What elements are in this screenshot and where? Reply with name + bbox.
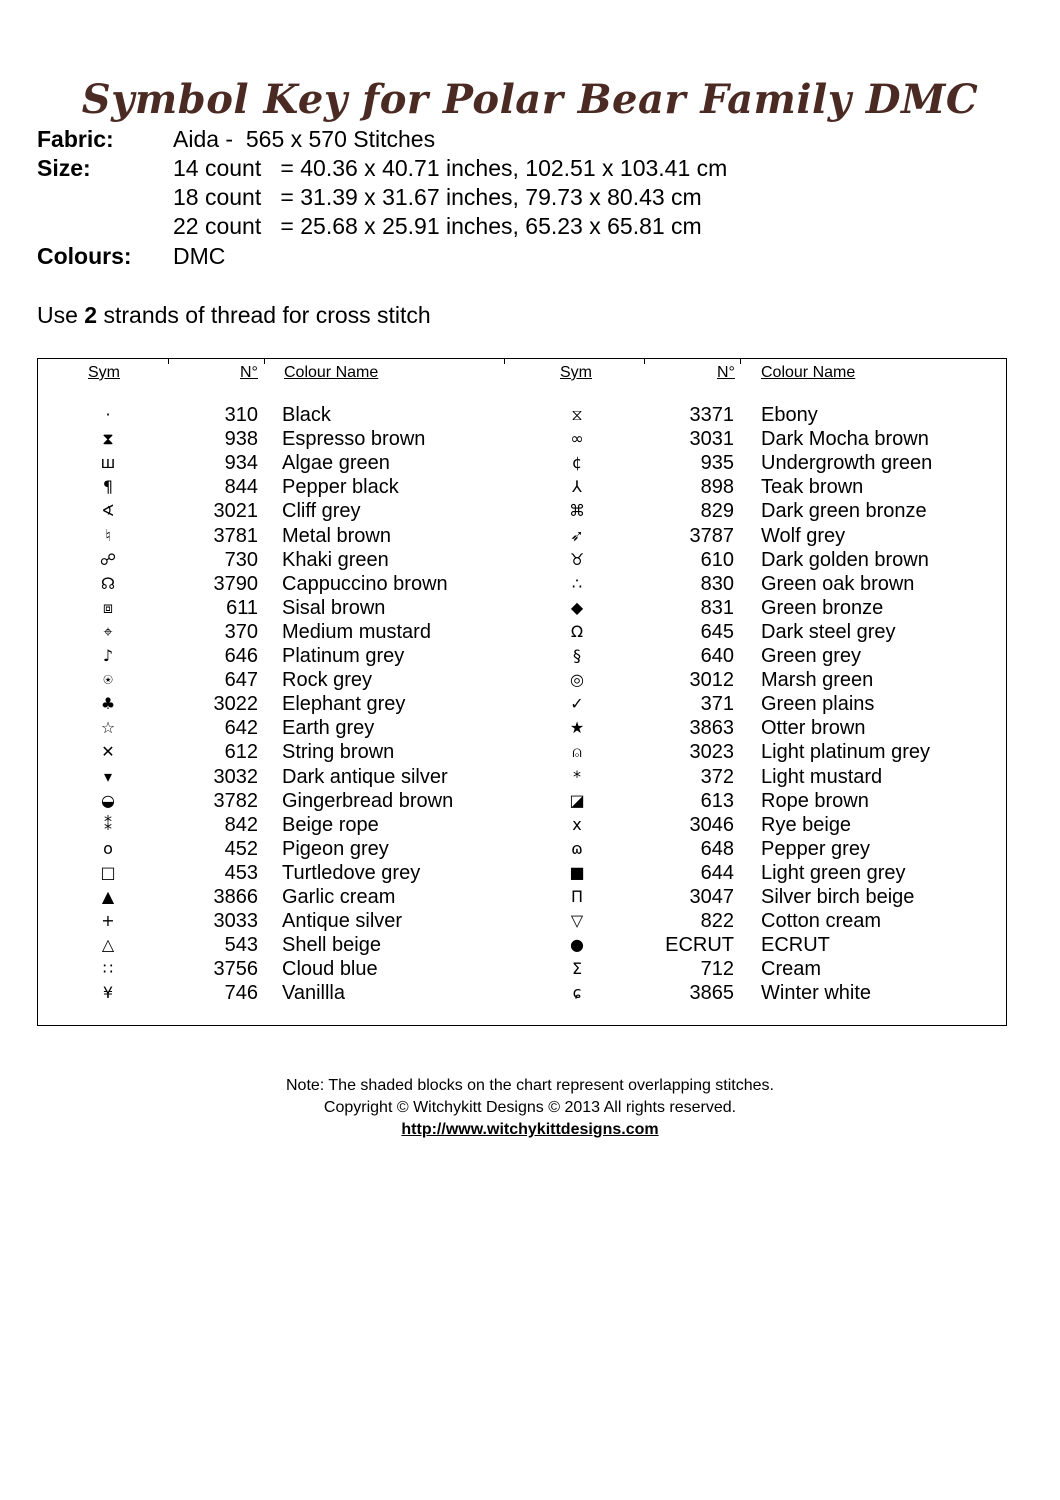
page-title: Symbol Key for Polar Bear Family DMC [81, 76, 979, 123]
colour-name: Light green grey [761, 861, 906, 884]
dmc-number: 830 [700, 572, 734, 595]
colour-name: Pigeon grey [282, 837, 389, 860]
dmc-number: 453 [224, 861, 258, 884]
fabric-label: Fabric: [37, 126, 114, 152]
symbol-icon: ◪ [569, 790, 585, 810]
colour-name: Cappuccino brown [282, 572, 448, 595]
symbol-icon: ɕ [572, 983, 582, 1003]
colour-name: Algae green [282, 452, 390, 475]
dmc-number: 3866 [213, 886, 258, 908]
symbol-icon: x [572, 814, 582, 834]
column-divider [504, 358, 505, 364]
header-num-left: N° [240, 364, 258, 381]
symbol-icon: ☆ [100, 718, 116, 738]
symbol-icon: ✓ [570, 694, 584, 714]
symbol-icon: Π [570, 887, 584, 906]
symbol-icon: ⌘ [569, 501, 585, 521]
dmc-number: 3032 [213, 765, 258, 788]
symbol-icon: ♮ [105, 525, 111, 545]
colour-name: Cliff grey [282, 500, 361, 523]
instruction-suffix: strands of thread for cross stitch [97, 302, 431, 328]
symbol-icon: ∷ [102, 959, 114, 979]
strand-count: 2 [84, 302, 98, 328]
dmc-number: 613 [700, 789, 734, 812]
size-line-22-count: 22 count = 25.68 x 25.91 inches, 65.23 x 65.81 cm [173, 213, 702, 239]
colour-name: Rope brown [761, 789, 869, 812]
symbol-icon: ◒ [101, 790, 115, 810]
symbol-icon: □ [100, 862, 116, 882]
dmc-number: 645 [700, 620, 734, 643]
dmc-number: 3781 [213, 524, 258, 547]
dmc-number: 3787 [689, 524, 734, 547]
colour-name: Dark golden brown [761, 548, 929, 571]
colour-name: Black [282, 404, 331, 426]
dmc-number: 935 [700, 452, 734, 475]
symbol-icon: ⧈ [102, 597, 114, 617]
colour-name: String brown [282, 741, 395, 764]
symbol-icon: ⧖ [571, 405, 583, 424]
size-line-18-count: 18 count = 31.39 x 31.67 inches, 79.73 x 80.43 cm [173, 184, 702, 210]
dmc-number: 543 [224, 934, 258, 957]
colour-name: Sisal brown [282, 596, 386, 619]
symbol-icon: § [573, 646, 581, 665]
colour-name: Antique silver [282, 910, 403, 933]
colour-name: Dark steel grey [761, 620, 896, 643]
symbol-icon: ☍ [99, 549, 117, 569]
colour-name: Shell beige [282, 934, 381, 957]
symbol-icon: ▽ [570, 911, 584, 931]
column-divider [168, 358, 169, 364]
symbol-icon: · [105, 405, 111, 424]
symbol-icon: ɷ [571, 838, 583, 858]
symbol-icon: ♣ [100, 694, 116, 714]
copyright-text: Copyright © Witchykitt Designs © 2013 All rights reserved. [323, 1099, 737, 1116]
colour-name: ECRUT [761, 934, 830, 957]
dmc-number: 646 [224, 645, 258, 667]
dmc-number: 3012 [689, 669, 734, 692]
symbol-icon: ⁑ [104, 814, 112, 834]
colour-name: Rock grey [282, 669, 373, 692]
symbol-icon: ★ [569, 718, 585, 738]
header-num-right: N° [717, 364, 735, 381]
dmc-number: 372 [700, 765, 734, 788]
dmc-number: 842 [224, 813, 258, 836]
dmc-number: 898 [700, 476, 734, 499]
colour-name: Garlic cream [282, 886, 396, 908]
colour-name: Light platinum grey [761, 741, 930, 764]
colour-name: Green bronze [761, 596, 884, 619]
symbol-icon: ▾ [103, 766, 113, 786]
colour-name: Earth grey [282, 717, 375, 740]
symbol-icon: ✕ [101, 742, 115, 762]
header-name-left: Colour Name [284, 364, 379, 381]
colour-name: Platinum grey [282, 645, 405, 667]
colour-name: Espresso brown [282, 428, 426, 451]
dmc-number: 831 [700, 596, 734, 619]
dmc-number: 3756 [213, 958, 258, 981]
website-link[interactable]: http://www.witchykittdesigns.com [401, 1121, 659, 1138]
dmc-number: 3790 [213, 572, 258, 595]
colour-name: Khaki green [282, 548, 389, 571]
header-name-right: Colour Name [761, 364, 856, 381]
dmc-number: 3023 [689, 741, 734, 764]
symbol-icon: ▲ [101, 887, 115, 906]
colours-value: DMC [173, 243, 226, 269]
symbol-icon: + [101, 911, 115, 931]
strand-instruction [37, 300, 431, 330]
dmc-number: 611 [226, 596, 258, 619]
symbol-icon: ¢ [571, 453, 583, 473]
symbol-icon: ∴ [571, 573, 583, 593]
symbol-icon: o [103, 838, 113, 858]
symbol-icon: ¥ [102, 983, 114, 1003]
size-line-14-count: 14 count = 40.36 x 40.71 inches, 102.51 x 103.41 cm [173, 155, 728, 181]
symbol-icon: ш [100, 453, 116, 473]
dmc-number: 3021 [213, 500, 258, 523]
symbol-icon: △ [101, 935, 115, 955]
dmc-number: 3033 [213, 910, 258, 933]
colour-name: Marsh green [761, 669, 874, 692]
colour-name: Green grey [761, 645, 862, 667]
website-link-row [0, 1119, 1060, 1141]
colour-name: Turtledove grey [282, 861, 421, 884]
colour-name: Teak brown [761, 476, 864, 499]
symbol-icon: ⍟ [103, 670, 113, 690]
dmc-number: 3047 [689, 886, 734, 908]
fabric-value: Aida - 565 x 570 Stitches [173, 126, 436, 152]
dmc-number: 822 [700, 910, 734, 933]
symbol-icon: ¶ [102, 477, 114, 497]
column-divider [644, 358, 645, 364]
colour-name: Otter brown [761, 717, 866, 740]
symbol-icon: Σ [571, 959, 583, 979]
symbol-icon: ☊ [100, 573, 116, 593]
symbol-icon: ■ [569, 862, 585, 882]
dmc-number: 371 [700, 693, 734, 716]
symbol-icon: ⅄ [572, 477, 582, 497]
header-sym-left: Sym [88, 364, 120, 381]
colour-name: Ebony [761, 404, 818, 426]
colour-name: Dark green bronze [761, 500, 927, 523]
dmc-number: 370 [224, 620, 258, 643]
dmc-number: 3865 [689, 982, 734, 1005]
header-sym-right: Sym [560, 364, 592, 381]
dmc-number: 746 [224, 982, 258, 1005]
dmc-number: 730 [224, 548, 258, 571]
symbol-icon: ♪ [102, 646, 114, 665]
dmc-number: 3782 [213, 789, 258, 812]
colour-name: Rye beige [761, 813, 852, 836]
symbol-icon: ◆ [570, 597, 584, 617]
symbol-icon: Ω [570, 621, 584, 641]
symbol-icon: ◎ [570, 670, 584, 690]
colour-name: Winter white [761, 982, 872, 1005]
colour-name: Green plains [761, 693, 875, 716]
dmc-number: 640 [700, 645, 734, 667]
colour-name: Medium mustard [282, 620, 431, 643]
colour-name: Dark Mocha brown [761, 428, 929, 451]
symbol-icon: ∢ [101, 501, 115, 521]
symbol-icon: ⍝ [572, 742, 582, 762]
instruction-prefix: Use [37, 302, 85, 328]
colour-name: Pepper grey [761, 837, 870, 860]
colour-name: Green oak brown [761, 572, 915, 595]
colours-label: Colours: [37, 243, 132, 269]
dmc-number: 452 [224, 837, 258, 860]
symbol-icon: ➶ [570, 525, 584, 545]
symbol-icon: ● [570, 935, 584, 955]
colour-name: Gingerbread brown [282, 789, 454, 812]
dmc-number: 612 [224, 741, 258, 764]
colour-name: Pepper black [282, 476, 399, 499]
colour-name: Undergrowth green [761, 452, 933, 475]
colour-name: Light mustard [761, 765, 883, 788]
colour-name: Elephant grey [282, 693, 406, 716]
symbol-key-table [37, 358, 1007, 1026]
dmc-number: 712 [700, 958, 734, 981]
colour-name: Cloud blue [282, 958, 378, 981]
column-divider [740, 358, 741, 364]
symbol-icon: ♉ [569, 549, 585, 569]
symbol-icon: ⌖ [103, 621, 113, 641]
column-divider [264, 358, 265, 364]
colour-name: Cream [761, 958, 822, 981]
size-label: Size: [37, 155, 91, 181]
dmc-number: 3031 [689, 428, 734, 451]
dmc-number: 610 [700, 548, 734, 571]
dmc-number: 310 [224, 404, 258, 426]
dmc-number: 648 [700, 837, 734, 860]
colour-name: Beige rope [282, 813, 379, 836]
colour-name: Cotton cream [761, 910, 882, 933]
dmc-number: 3863 [689, 717, 734, 740]
colour-name: Metal brown [282, 524, 391, 547]
dmc-number: 642 [224, 717, 258, 740]
colour-name: Vanillla [282, 982, 345, 1005]
overlap-note: Note: The shaded blocks on the chart represent overlapping stitches. [286, 1077, 774, 1094]
symbol-icon: ⧗ [102, 429, 114, 449]
dmc-number: 3046 [689, 813, 734, 836]
colour-name: Wolf grey [761, 524, 846, 547]
dmc-number: 647 [224, 669, 258, 692]
dmc-number: 934 [224, 452, 258, 475]
symbol-icon: * [573, 766, 581, 786]
dmc-number: 3022 [213, 693, 258, 716]
colour-name: Silver birch beige [761, 886, 915, 908]
dmc-number: 844 [224, 476, 258, 499]
dmc-number: 3371 [689, 404, 734, 426]
symbol-icon: ∞ [570, 429, 584, 449]
colour-name: Dark antique silver [282, 765, 448, 788]
dmc-number: 938 [224, 428, 258, 451]
dmc-number: 644 [700, 861, 734, 884]
dmc-number: 829 [700, 500, 734, 523]
table-bottom-border [37, 1025, 1007, 1026]
dmc-number: ECRUT [665, 934, 734, 957]
